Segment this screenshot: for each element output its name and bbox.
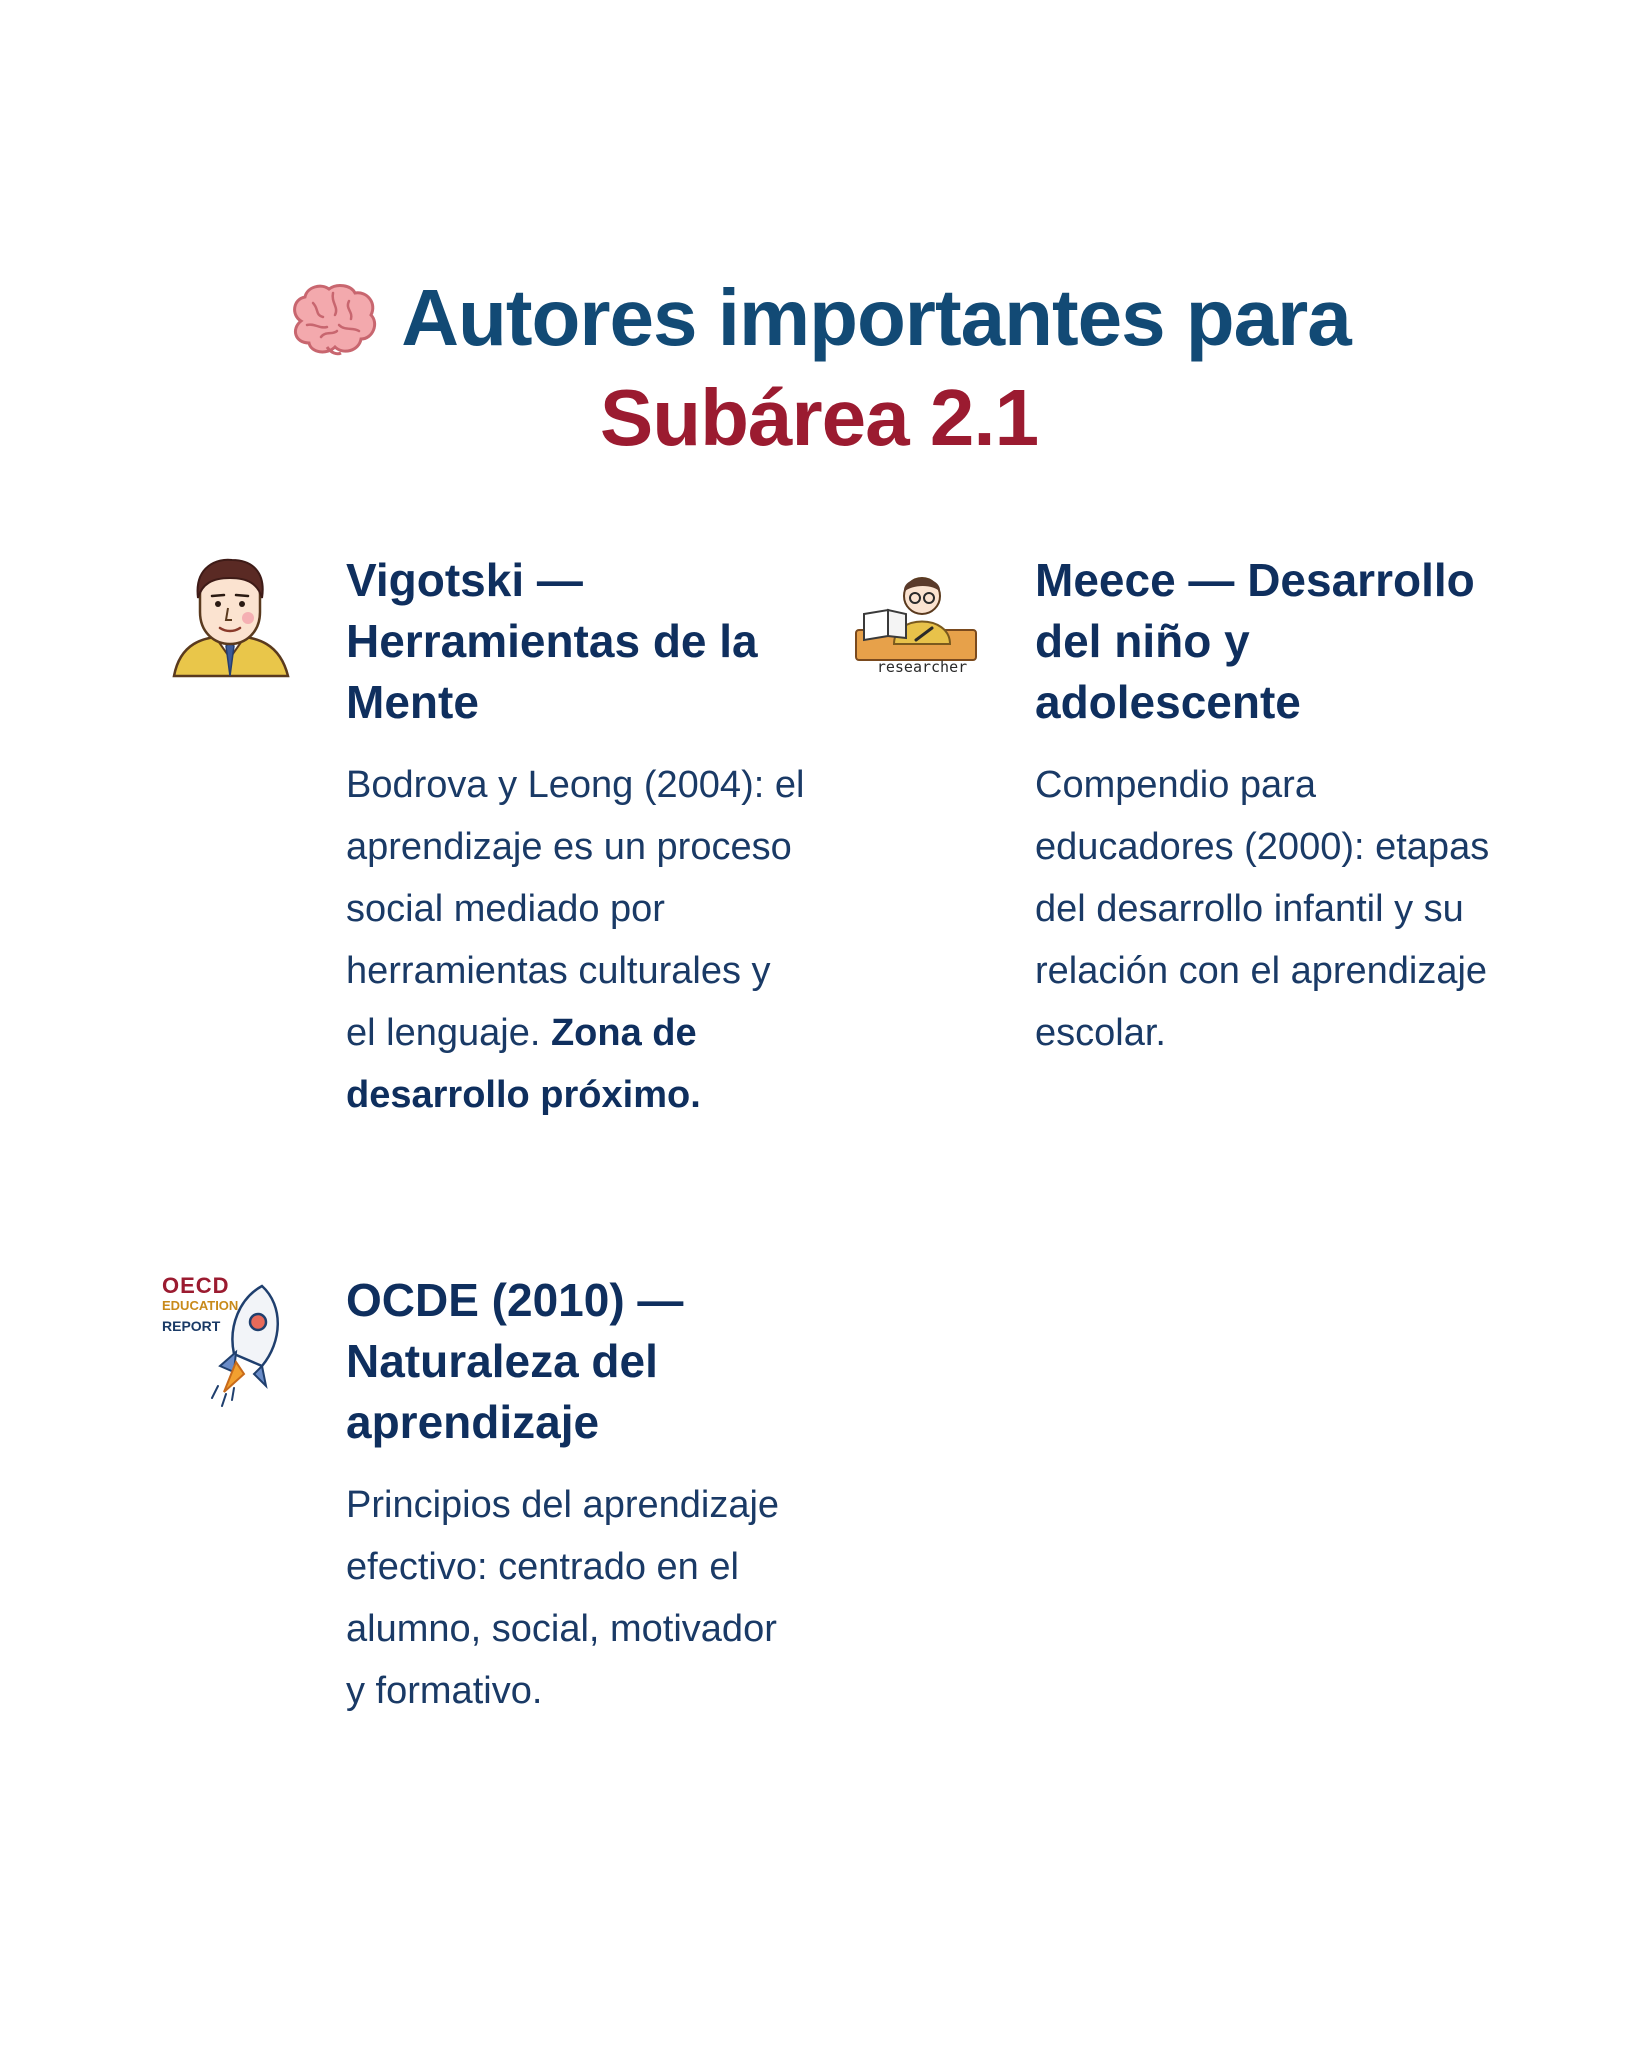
card-body-highlight: Zona de desarrollo próximo. [346,1012,701,1116]
title-line-2: Subárea 2.1 [599,373,1039,462]
oecd-logo-text: OECD EDUCATION REPORT [162,1273,239,1334]
card-body [346,754,806,1126]
card-body [346,1474,806,1722]
brain-icon [287,281,379,359]
card-title: Meece — Desarrollo del niño y adolescente [1035,554,1475,728]
card-body-text: Bodrova y Leong (2004): el aprendizaje es un proceso social mediado por herramientas culturales y el lenguaje. [346,764,805,1054]
title-text-line1: Autores importantes para [401,273,1351,362]
card-title: Vigotski — Herramientas de la Mente [346,554,758,728]
title-line-1 [0,268,1638,368]
rocket-icon [200,1282,290,1412]
card-title: OCDE (2010) — Naturaleza del aprendizaje [346,1274,684,1448]
researcher-caption: researcher [876,658,968,676]
card-body-text: Compendio para educadores (2000): etapas del desarrollo infantil y su relación con el aprendizaje escolar. [1035,764,1490,1054]
card-body-text: Principios del aprendizaje efectivo: centrado en el alumno, social, motivador y formativo. [346,1484,780,1712]
vigotski-portrait-icon [166,548,296,688]
page-title [0,268,1638,468]
card-body [1035,754,1505,1064]
oecd-rocket-icon [160,1273,290,1416]
